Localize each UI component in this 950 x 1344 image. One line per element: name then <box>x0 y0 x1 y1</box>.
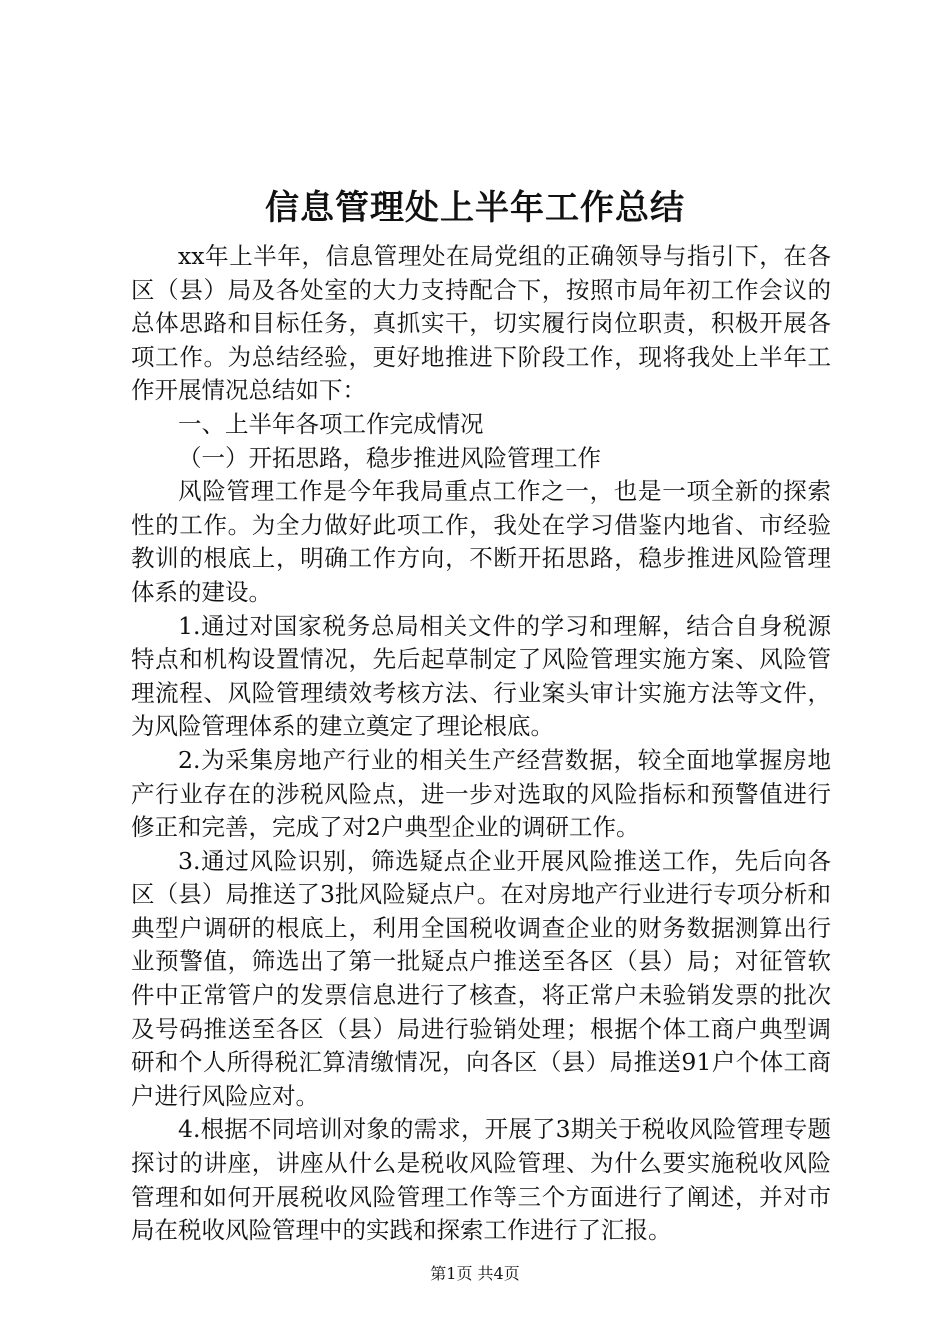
paragraph-item-2: 2.为采集房地产行业的相关生产经营数据，较全面地掌握房地产行业存在的涉税风险点，进一步对选取的风险指标和预警值进行修正和完善，完成了对2户典型企业的调研工作。 <box>131 745 831 842</box>
subsection-heading: （一）开拓思路，稳步推进风险管理工作 <box>178 443 601 472</box>
paragraph-risk-management: 风险管理工作是今年我局重点工作之一，也是一项全新的探索性的工作。为全力做好此项工作，我处在学习借鉴内地省、市经验教训的根底上，明确工作方向，不断开拓思路，稳步推进风险管理体系的建设。 <box>131 477 831 606</box>
paragraph-intro: xx年上半年，信息管理处在局党组的正确领导与指引下，在各区（县）局及各处室的大力支持配合下，按照市局年初工作会议的总体思路和目标任务，真抓实干，切实履行岗位职责，积极开展各项工作。为总结经验，更好地推进下阶段工作，现将我处上半年工作开展情况总结如下： <box>131 242 831 405</box>
paragraph-item-4: 4.根据不同培训对象的需求，开展了3期关于税收风险管理专题探讨的讲座，讲座从什么是税收风险管理、为什么要实施税收风险管理和如何开展税收风险管理工作等三个方面进行了阐述，并对市局在税收风险管理中的实践和探索工作进行了汇报。 <box>131 1115 831 1245</box>
paragraph-item-3: 3.通过风险识别，筛选疑点企业开展风险推送工作，先后向各区（县）局推送了3批风险疑点户。在对房地产行业进行专项分析和典型户调研的根底上，利用全国税收调查企业的财务数据测算出行业预警值，筛选出了第一批疑点户推送至各区（县）局；对征管软件中正常管户的发票信息进行了核查，将正常户未验销发票的批次及号码推送至各区（县）局进行验销处理；根据个体工商户典型调研和个人所得税汇算清缴情况，向各区（县）局推送91户个体工商户进行风险应对。 <box>131 846 831 1110</box>
section-heading: 一、上半年各项工作完成情况 <box>178 409 484 438</box>
page-footer: 第1页 共4页 <box>430 1264 520 1283</box>
document-title: 信息管理处上半年工作总结 <box>265 188 685 228</box>
document-body <box>131 240 831 1248</box>
paragraph-item-1: 1.通过对国家税务总局相关文件的学习和理解，结合自身税源特点和机构设置情况，先后起草制定了风险管理实施方案、风险管理流程、风险管理绩效考核方法、行业案头审计实施方法等文件，为风险管理体系的建立奠定了理论根底。 <box>131 611 831 741</box>
